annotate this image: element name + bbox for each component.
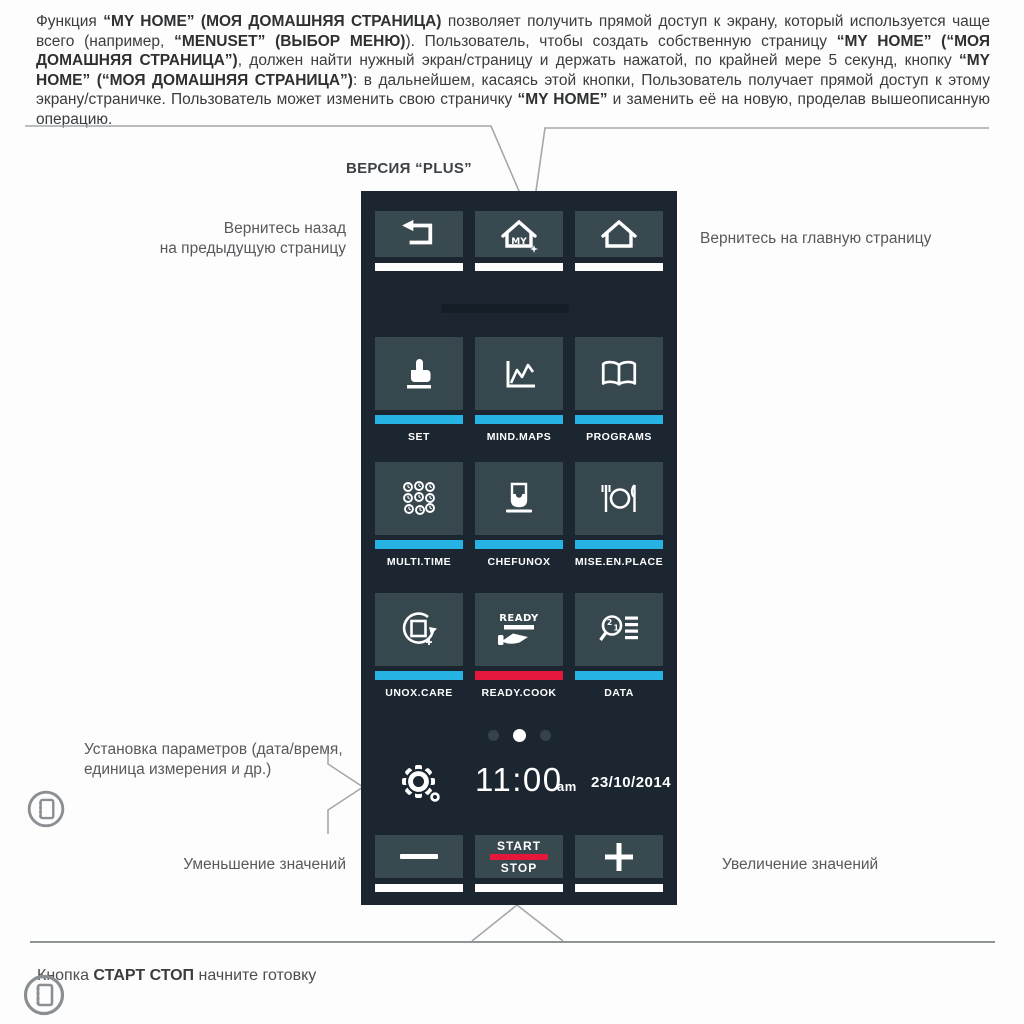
annotation-line: Уменьшение значений: [183, 856, 346, 873]
manual-reference-icon: [22, 973, 66, 1017]
button-underbar: [575, 263, 663, 271]
caption-run-bold: СТАРТ СТОП: [93, 967, 195, 984]
intro-run-bold: “MY HOME” (“МОЯ ДОМАШНЯЯ СТРАНИЦА”): [36, 52, 990, 89]
caption-run: Кнопка: [37, 967, 94, 984]
intro-run: ). Пользователь, чтобы создать собственную страницу: [405, 32, 837, 50]
plate-cutlery-icon: [597, 481, 641, 517]
tile-underbar: [575, 415, 663, 424]
button-underbar: [475, 884, 563, 892]
tile-chefunox[interactable]: [475, 462, 563, 568]
decrease-button[interactable]: [375, 835, 463, 892]
intro-paragraph: [36, 12, 990, 129]
tile-underbar: [375, 671, 463, 680]
gear-icon: [399, 764, 443, 806]
tile-underbar: [375, 540, 463, 549]
line-chart-icon: [500, 357, 538, 391]
annotation-line: Увеличение значений: [722, 856, 879, 873]
manual-reference-icon: [26, 789, 66, 829]
tile-unox-care[interactable]: [375, 593, 463, 699]
annotation-line: на предыдущую страницу: [159, 239, 346, 257]
stop-label: STOP: [500, 860, 538, 875]
caption-run: начните готовку: [194, 967, 317, 984]
home-button[interactable]: [575, 211, 663, 271]
annotation-settings: [84, 740, 344, 779]
annotation-home: [700, 229, 931, 249]
my-home-button[interactable]: [475, 211, 563, 271]
page-indicator: [361, 729, 677, 742]
tile-multi-time[interactable]: [375, 462, 463, 568]
annotation-line: Вернитесь на главную страницу: [700, 230, 932, 247]
open-book-icon: [598, 358, 640, 390]
tile-label: CHEFUNOX: [487, 556, 551, 568]
tile-underbar: [575, 671, 663, 680]
magnifier-list-icon: [597, 612, 641, 648]
status-row: [361, 761, 677, 809]
button-underbar: [475, 263, 563, 271]
footer-divider: [30, 941, 995, 943]
ready-caption: READY: [499, 612, 539, 624]
tile-underbar: [375, 415, 463, 424]
clock-meridiem: am: [557, 779, 577, 794]
annotation-line: Вернитесь назад: [223, 220, 346, 237]
date-value: 23/10/2014: [591, 774, 672, 791]
pointing-hand-icon: [400, 356, 438, 392]
back-button[interactable]: [375, 211, 463, 271]
intro-run-bold: “MY HOME”: [517, 91, 608, 108]
minus-icon: [400, 854, 438, 859]
intro-run-bold: “MENUSET” (ВЫБОР МЕНЮ): [174, 32, 406, 50]
button-underbar: [375, 263, 463, 271]
start-label: START: [496, 838, 542, 853]
intro-run: : в дальнейшем, касаясь этой кнопки, Пользователь получает прямой доступ к этому экрану/страничке. Пользователь может изменить свою страничку: [36, 71, 990, 108]
page-dot: [488, 730, 499, 741]
intro-run: Функция: [36, 13, 104, 30]
tile-label: MIND.MAPS: [486, 431, 552, 443]
tile-label: UNOX.CARE: [385, 687, 453, 699]
tile-label: MULTI.TIME: [386, 556, 452, 568]
my-home-icon: [497, 215, 541, 253]
plus-icon: [601, 839, 637, 875]
annotation-back: [120, 219, 346, 258]
page-dot: [540, 730, 551, 741]
intro-run: , должен найти нужный экран/страницу и держать нажатой, по крайней мере 5 секунд, кнопку: [237, 52, 959, 69]
tile-ready-cook[interactable]: [475, 593, 563, 699]
tile-underbar: [475, 540, 563, 549]
annotation-line: Установка параметров (дата/время,: [84, 741, 343, 758]
intro-run-bold: “MY HOME” (МОЯ ДОМАШНЯЯ СТРАНИЦА): [103, 13, 442, 30]
page-dot-active: [513, 729, 526, 742]
tile-underbar: [475, 415, 563, 424]
button-underbar: [575, 884, 663, 892]
oven-touch-panel: [361, 191, 677, 905]
settings-button[interactable]: [399, 764, 443, 806]
intro-run: и заменить её на новую, проделав вышеописанную операцию.: [36, 91, 990, 128]
clock-time: 11:00: [475, 761, 563, 798]
button-underbar: [375, 884, 463, 892]
tile-label: MISE.EN.PLACE: [574, 556, 664, 568]
lens-digit-top: 2: [607, 617, 613, 627]
start-stop-red-bar: [490, 854, 548, 860]
tile-data[interactable]: [575, 593, 663, 699]
tile-label: DATA: [604, 687, 634, 699]
chef-icon: [499, 480, 539, 518]
annotation-line: единица измерения и др.): [84, 760, 272, 778]
tile-mise-en-place[interactable]: [575, 462, 663, 568]
tile-underbar: [475, 671, 563, 680]
serving-hand-icon: [496, 611, 542, 649]
tile-programs[interactable]: [575, 337, 663, 443]
home-icon: [597, 216, 641, 252]
ghost-text: [441, 304, 569, 313]
version-label: ВЕРСИЯ “PLUS”: [346, 160, 472, 177]
tile-underbar: [575, 540, 663, 549]
my-badge: MY: [511, 237, 527, 247]
tile-label: READY.COOK: [481, 687, 557, 699]
increase-button[interactable]: [575, 835, 663, 892]
back-icon: [398, 218, 440, 250]
annotation-increase: [722, 855, 878, 875]
footer-caption: [37, 967, 316, 985]
tile-label: PROGRAMS: [586, 431, 652, 443]
tile-label: SET: [408, 431, 430, 443]
annotation-decrease: [110, 855, 346, 875]
intro-run-bold: “MY HOME” (“МОЯ ДОМАШНЯЯ СТРАНИЦА”): [36, 32, 990, 69]
rotation-care-icon: [399, 610, 439, 650]
tile-set[interactable]: [375, 337, 463, 443]
multi-clock-icon: [399, 479, 439, 519]
intro-run: позволяет получить прямой доступ к экрану, который используется чаще всего (например,: [36, 13, 990, 50]
start-stop-button[interactable]: [475, 835, 563, 892]
lens-digit-bottom: 1: [613, 623, 619, 632]
tile-mind-maps[interactable]: [475, 337, 563, 443]
